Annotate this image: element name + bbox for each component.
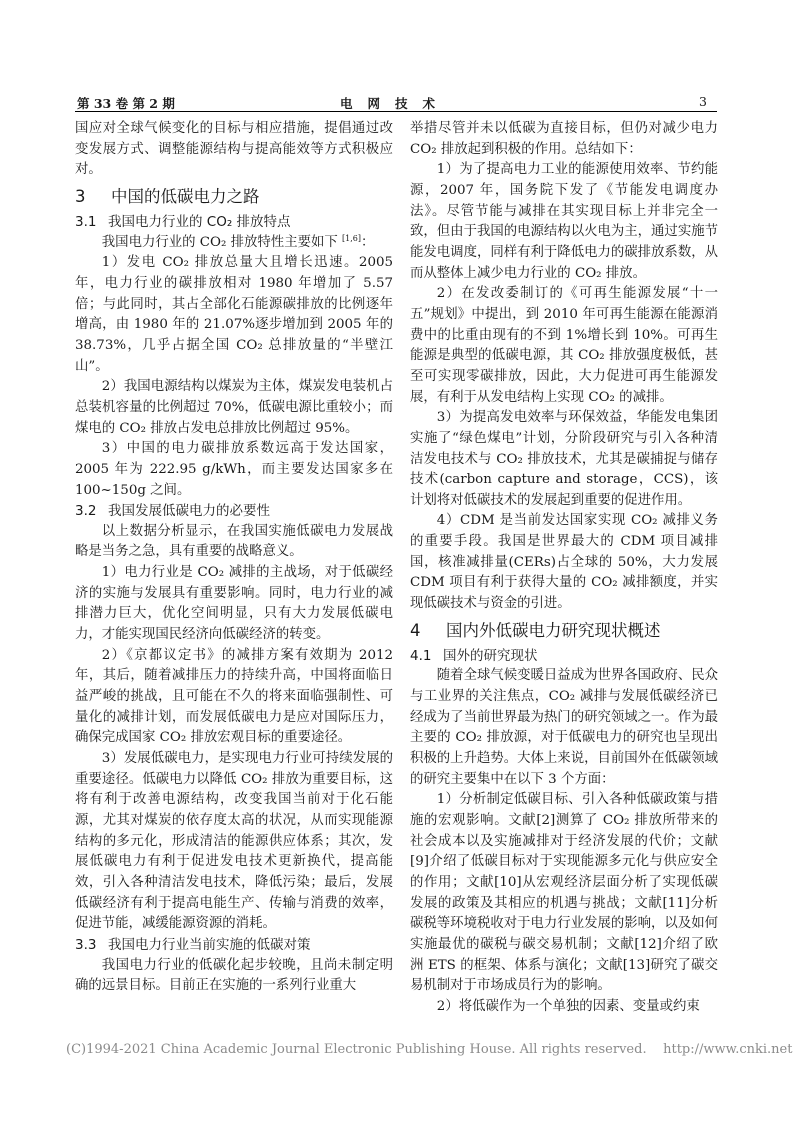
section-number: 4 [410, 620, 421, 640]
paragraph: 我国电力行业的低碳化起步较晚，且尚未制定明确的远景目标。目前正在实施的一系列行业重大 [75, 957, 393, 994]
section-title: 国内外低碳电力研究现状概述 [446, 620, 661, 640]
copyright-footer [66, 1042, 792, 1057]
left-column [75, 119, 393, 997]
section-number: 4.1 [410, 647, 432, 664]
journal-name: 电网技术 [340, 96, 451, 111]
page-number: 3 [699, 94, 707, 109]
section-number: 3.1 [75, 213, 97, 230]
running-header [75, 94, 717, 112]
paragraph: 随着全球气候变暖日益成为世界各国政府、民众与工业界的关注焦点，CO₂ 减排与发展低碳经济已经成为了当前世界最为热门的研究领域之一。作为最主要的 CO₂ 排放源，对于低碳电力的研究也呈现出积极的上升趋势。大体上来说，目前国外在低碳领域的研究主要集中在以下 3 个方面： [410, 668, 718, 787]
paragraph: 4）CDM 是当前发达国家实现 CO₂ 减排义务的重要手段。我国是世界最大的 CDM 项目减排国，核准减排量(CERs)占全球的 50%，大力发展 CDM 项目有利于获得大量的 CO₂ 减排额度，并实现低碳技术与资金的引进。 [410, 513, 718, 612]
section-title: 我国电力行业的 CO₂ 排放特点 [108, 213, 291, 230]
paragraph: 3）发展低碳电力，是实现电力行业可持续发展的重要途径。低碳电力以降低 CO₂ 排放为重要目标，这将有利于改善电源结构，改变我国当前对于化石能源，尤其对煤炭的依存度太高的状况，从而实现能源结构的多元化，形成清洁的能源供应体系；其次，发展低碳电力有利于促进发电技术更新换代，提高能效，引入各种清洁发电技术，降低污染；最后，发展低碳经济有利于提高电能生产、传输与消费的效率，促进节能，减缓能源资源的消耗。 [75, 751, 393, 932]
section-number: 3.2 [75, 503, 97, 520]
paragraph [75, 233, 393, 254]
section-title: 我国发展低碳电力的必要性 [108, 503, 270, 520]
paragraph: 举措尽管并未以低碳为直接目标，但仍对减少电力 CO₂ 排放起到积极的作用。总结如下： [410, 121, 718, 157]
paragraph: 3）为提高发电效率与环保效益，华能发电集团实施了“绿色煤电”计划，分阶段研究与引入各种清洁发电技术与 CO₂ 排放技术，尤其是碳捕捉与储存技术(carbon capture and storage，CCS)，该计划将对低碳技术的发展起到重要的促进作用。 [410, 410, 718, 508]
copyright-text: (C)1994-2021 China Academic Journal Electronic Publishing House. All rights reserved. [66, 1042, 647, 1057]
section-title: 我国电力行业当前实施的低碳对策 [108, 936, 311, 953]
subsection-heading-3-2 [75, 501, 393, 522]
paragraph: 国应对全球气候变化的目标与相应措施，提倡通过改变发展方式、调整能源结构与提高能效等方式积极应对。 [75, 121, 393, 178]
paragraph: 以上数据分析显示，在我国实施低碳电力发展战略是当务之急，具有重要的战略意义。 [75, 523, 393, 560]
section-number: 3.3 [75, 936, 97, 953]
paragraph: 2）在发改委制订的《可再生能源发展“十一五”规划》中提出，到 2010 年可再生能源在能源消费中的比重由现有的不到 1%增长到 10%。可再生能源是典型的低碳电源，其 CO₂ 排放强度极低，甚至可实现零碳排放，因此，大力促进可再生能源发展，有利于从发电结构上实现 CO₂ 的减排。 [410, 286, 718, 405]
subsection-heading-3-3 [75, 935, 393, 956]
paragraph: 2）《京都议定书》的减排方案有效期为 2012 年，其后，随着减排压力的持续升高，中国将面临日益严峻的挑战，且可能在不久的将来面临强制性、可量化的减排计划，而发展低碳电力是应对国际压力，确保完成国家 CO₂ 排放宏观目标的重要途径。 [75, 647, 393, 746]
paragraph: 2）将低碳作为一个单独的因素、变量或约束 [436, 998, 700, 1014]
subsection-heading-3-1 [75, 212, 393, 233]
paragraph: 2）我国电源结构以煤炭为主体，煤炭发电装机占总装机容量的比例超过 70%，低碳电源比重较小；而煤电的 CO₂ 排放占发电总排放比例超过 95%。 [75, 379, 393, 436]
paragraph: 1）发电 CO₂ 排放总量大且增长迅速。2005 年，电力行业的碳排放相对 1980 年增加了 5.57 倍；与此同时，其占全部化石能源碳排放的比例逐年增高，由 1980 年的 21.07%逐步增加到 2005 年的 38.73%，几乎占据全国 CO₂ 总排放量的“半壁江山”。 [75, 255, 393, 374]
subsection-heading-4-1 [410, 646, 718, 667]
paragraph: 3）中国的电力碳排放系数远高于发达国家，2005 年为 222.95 g/kWh，而主要发达国家多在 100~150g 之间。 [75, 441, 393, 498]
footer-link[interactable]: http://www.cnki.net [663, 1042, 793, 1057]
paragraph: 1）为了提高电力工业的能源使用效率、节约能源，2007 年，国务院下发了《节能发电调度办法》。尽管节能与减排在其实现目标上并非完全一致，但由于我国的电源结构以火电为主，通过实施节能发电调度，同样有利于降低电力的碳排放系数，从而从整体上减少电力行业的 CO₂ 排放。 [410, 162, 718, 281]
text: ： [361, 234, 375, 250]
section-heading-3 [75, 187, 393, 207]
citation[interactable]: [1,6] [342, 233, 361, 243]
section-title: 国外的研究现状 [443, 647, 538, 664]
section-heading-4 [410, 621, 718, 641]
section-number: 3 [75, 186, 86, 206]
right-column [410, 119, 718, 1018]
section-title: 中国的低碳电力之路 [111, 186, 260, 206]
volume-issue: 第 33 卷 第 2 期 [77, 96, 175, 111]
paragraph: 1）分析制定低碳目标、引入各种低碳政策与措施的宏观影响。文献[2]测算了 CO₂ 排放所带来的社会成本以及实施减排对于经济发展的代价；文献[9]介绍了低碳目标对于实现能源多元化与供应安全的作用；文献[10]从宏观经济层面分析了实现低碳发展的政策及其相应的机遇与挑战；文献[11]分析碳税等环境税收对于电力行业发展的影响，以及如何实施最优的碳税与碳交易机制；文献[12]介绍了欧洲 ETS 的框架、体系与演化；文献[13]研究了碳交易机制对于市场成员行为的影响。 [410, 792, 718, 994]
text: 我国电力行业的 CO₂ 排放特性主要如下 [101, 234, 338, 250]
paragraph: 1）电力行业是 CO₂ 减排的主战场，对于低碳经济的实施与发展具有重要影响。同时，电力行业的减排潜力巨大，优化空间明显，只有大力发展低碳电力，才能实现国民经济向低碳经济的转变。 [75, 565, 393, 643]
